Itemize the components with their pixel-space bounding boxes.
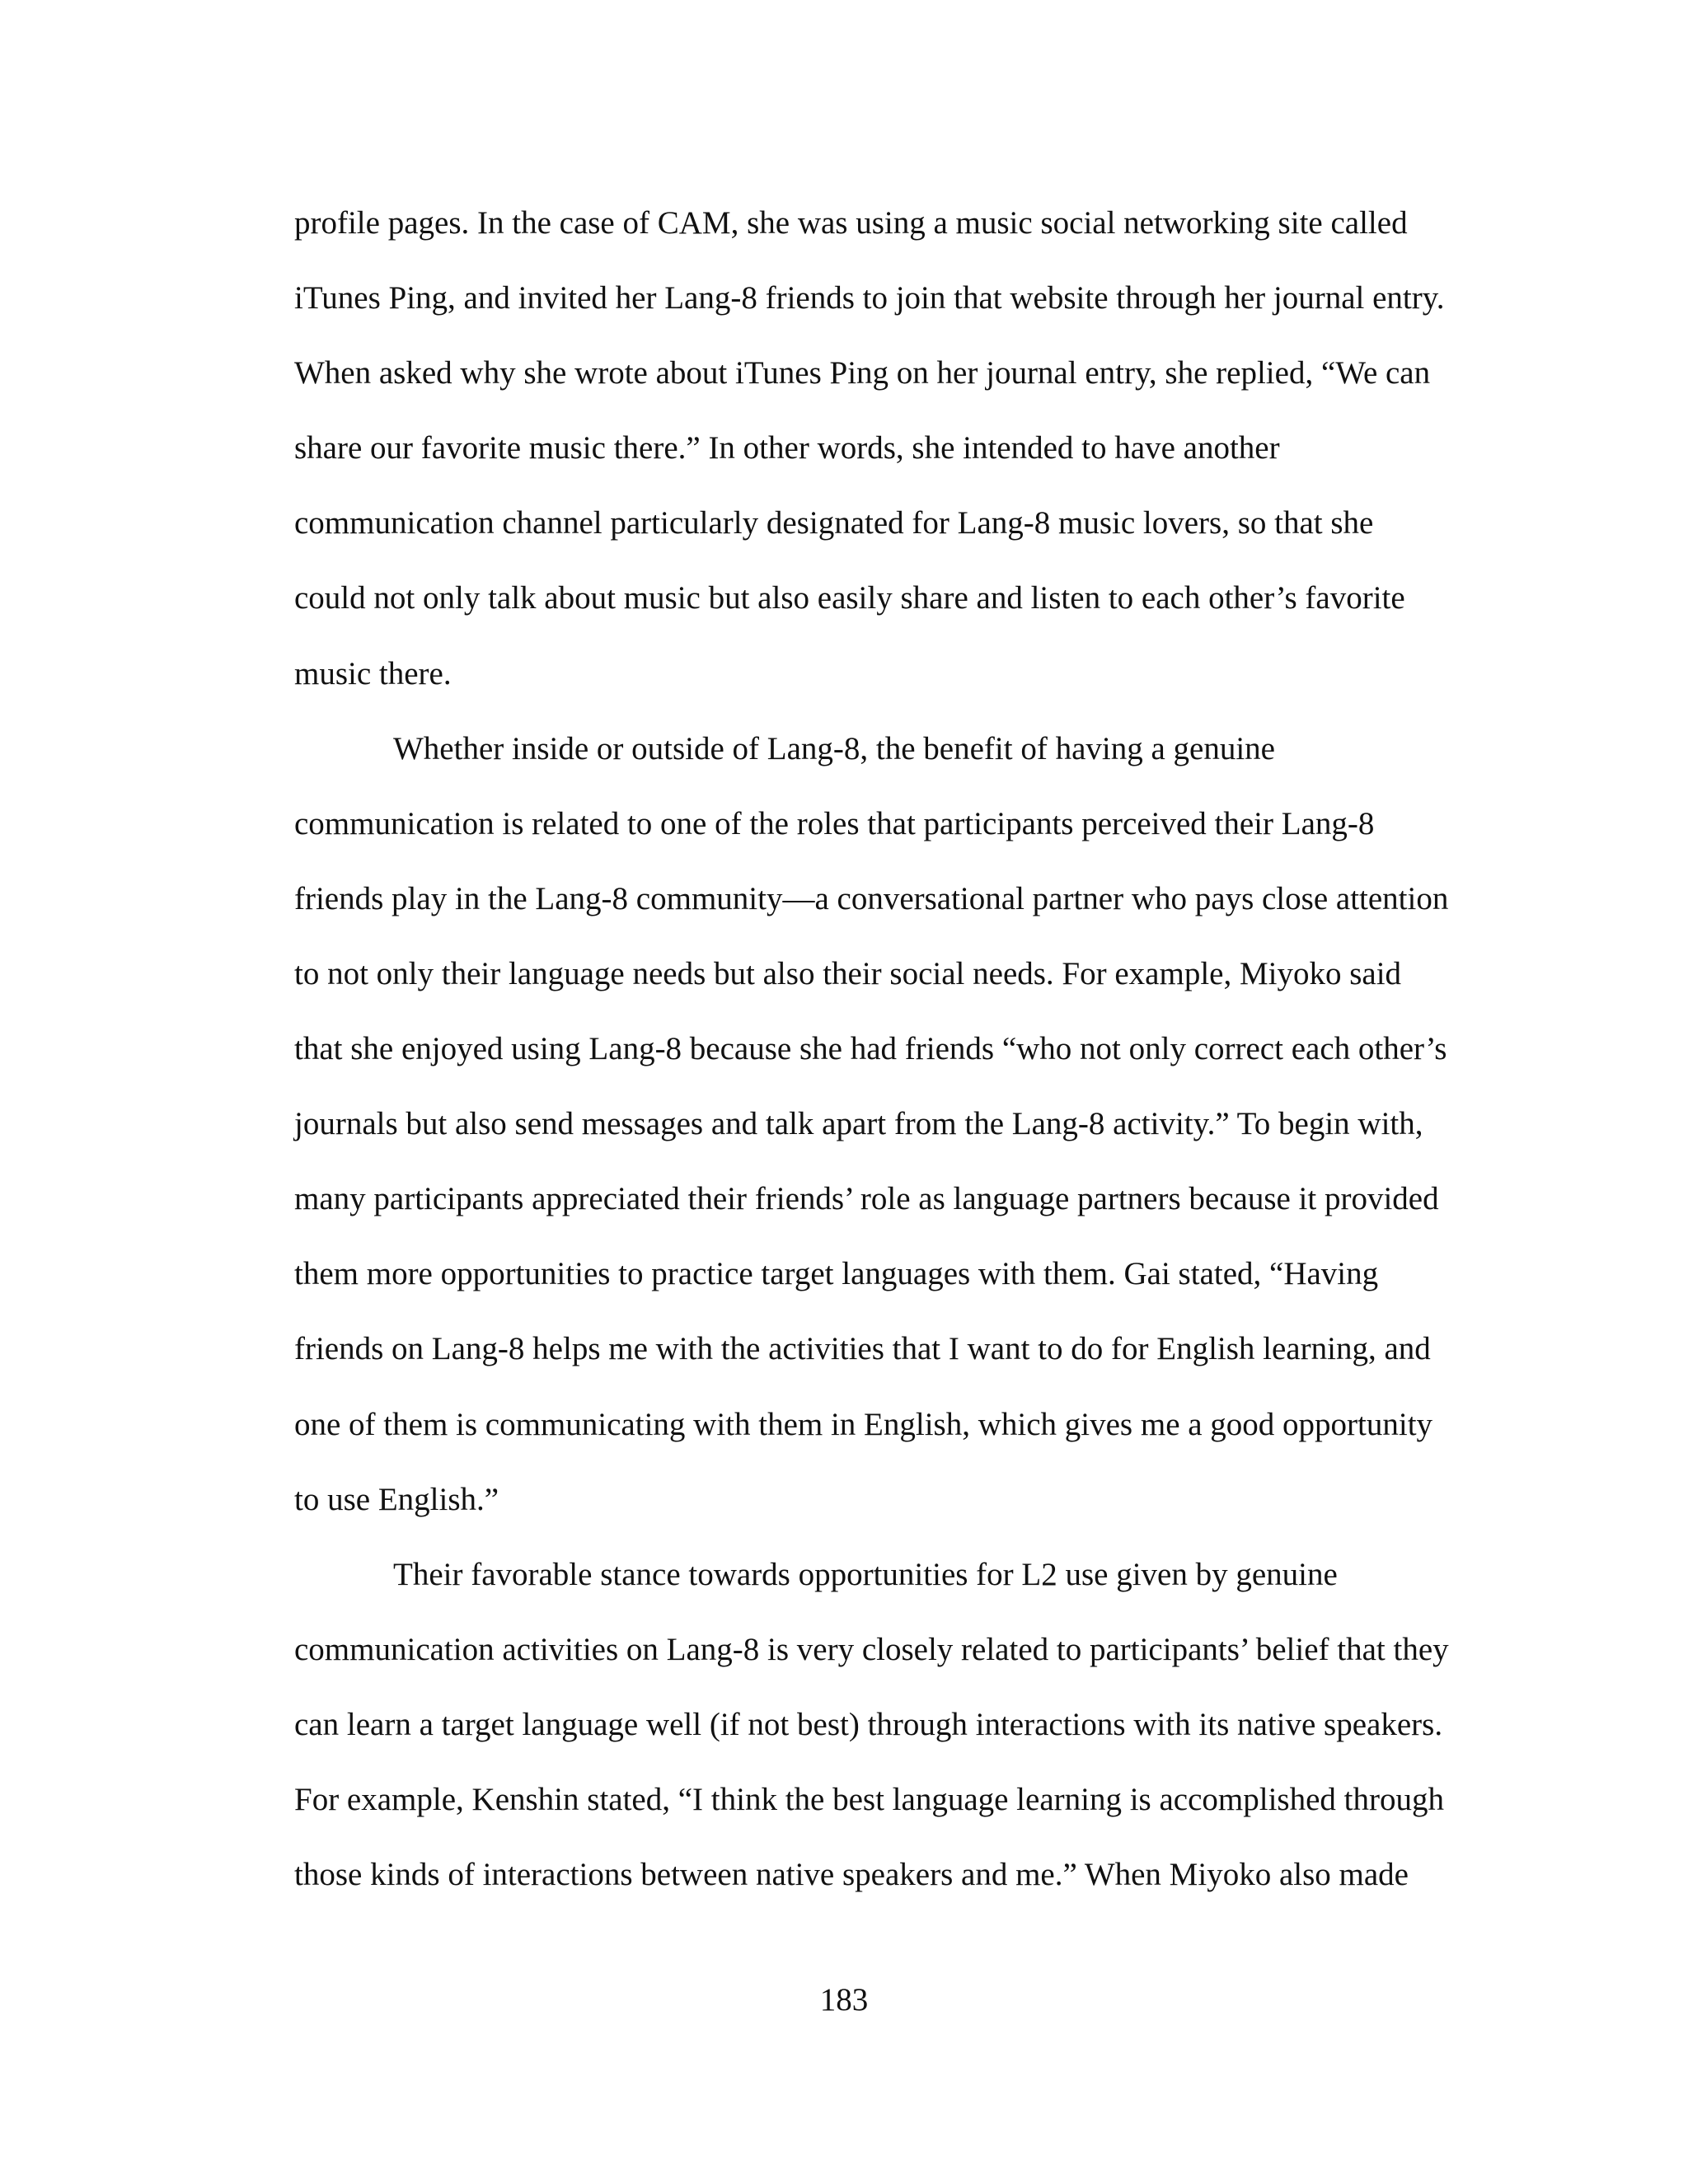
text-line: those kinds of interactions between native speakers and me.” When Miyoko also made (294, 1857, 1409, 1893)
text-line: to use English.” (294, 1481, 499, 1517)
text-line: can learn a target language well (if not best) through interactions with its native speakers. (294, 1706, 1443, 1742)
text-line: music there. (294, 655, 452, 691)
text-line: profile pages. In the case of CAM, she was using a music social networking site called (294, 205, 1408, 241)
text-line: could not only talk about music but also easily share and listen to each other’s favorite (294, 580, 1405, 616)
text-line: many participants appreciated their friends’ role as language partners because it provided (294, 1181, 1439, 1217)
paragraph-first-line: Their favorable stance towards opportunities for L2 use given by genuine (393, 1556, 1338, 1592)
text-line: friends play in the Lang-8 community—a conversational partner who pays close attention (294, 880, 1449, 916)
text-line: to not only their language needs but also their social needs. For example, Miyoko said (294, 955, 1402, 991)
text-line: iTunes Ping, and invited her Lang-8 friends to join that website through her journal entry. (294, 280, 1445, 316)
text-line: communication activities on Lang-8 is very closely related to participants’ belief that they (294, 1631, 1449, 1667)
text-line: them more opportunities to practice target languages with them. Gai stated, “Having (294, 1256, 1379, 1292)
paragraph-first-line: Whether inside or outside of Lang-8, the benefit of having a genuine (393, 730, 1275, 766)
text-line: communication channel particularly designated for Lang-8 music lovers, so that she (294, 505, 1374, 541)
text-line: For example, Kenshin stated, “I think the best language learning is accomplished through (294, 1781, 1444, 1817)
text-line: that she enjoyed using Lang-8 because she had friends “who not only correct each other’s (294, 1031, 1447, 1067)
text-line: communication is related to one of the roles that participants perceived their Lang-8 (294, 805, 1375, 841)
text-line: share our favorite music there.” In other words, she intended to have another (294, 430, 1280, 466)
page-number: 183 (819, 1982, 869, 2018)
text-line: one of them is communicating with them in English, which gives me a good opportunity (294, 1406, 1433, 1442)
text-line: When asked why she wrote about iTunes Ping on her journal entry, she replied, “We can (294, 355, 1431, 391)
text-line: journals but also send messages and talk apart from the Lang-8 activity.” To begin with, (294, 1106, 1423, 1142)
text-line: friends on Lang-8 helps me with the activities that I want to do for English learning, and (294, 1331, 1431, 1367)
body-text (294, 185, 1481, 1912)
